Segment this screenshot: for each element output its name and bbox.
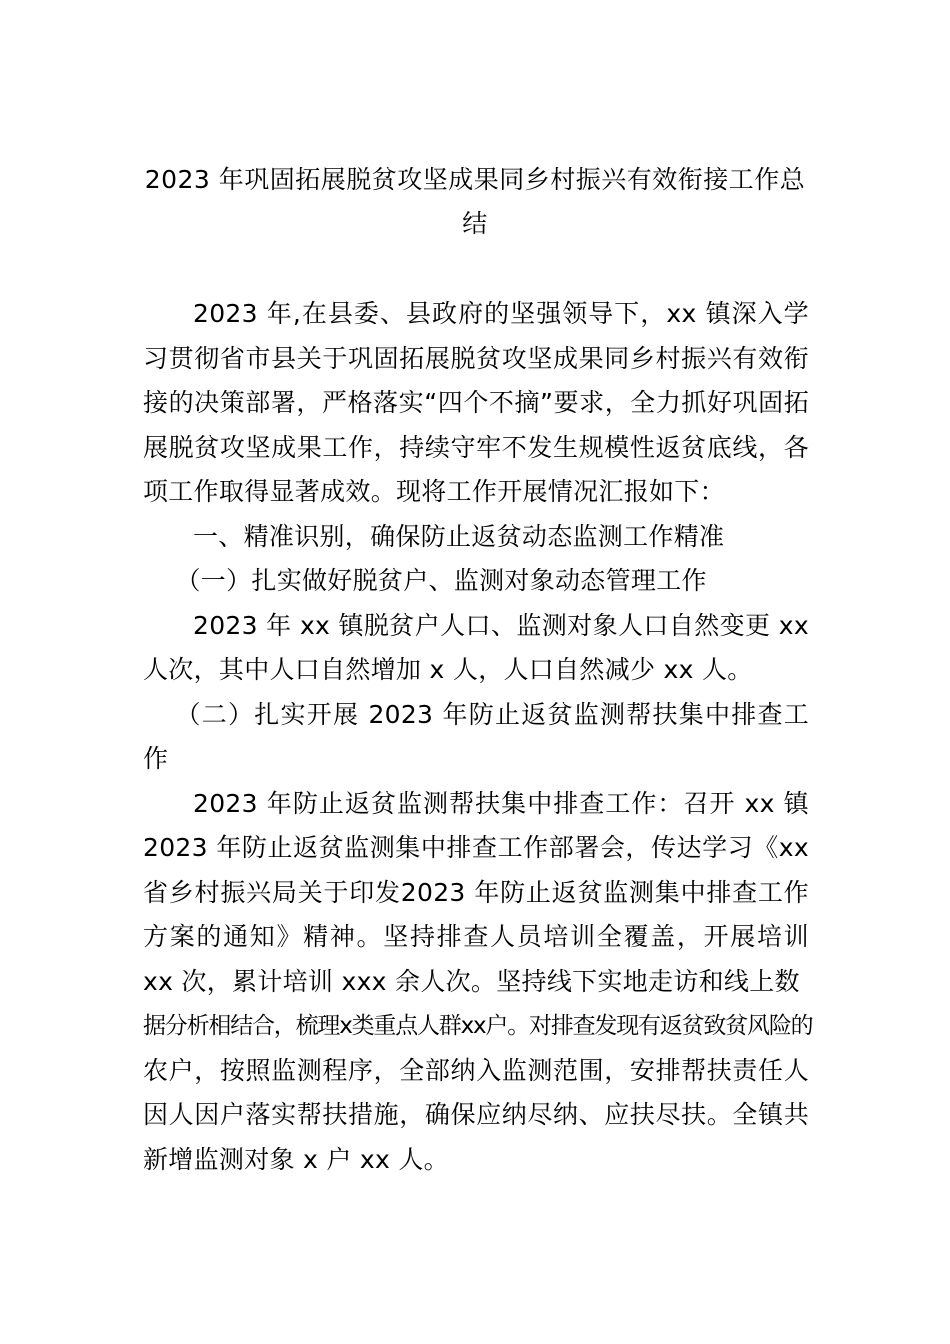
title-line-2: 结 <box>462 209 488 238</box>
document-body <box>143 292 813 1182</box>
title-line-1: 2023 年巩固拓展脱贫攻坚成果同乡村振兴有效衔接工作总 <box>144 165 806 194</box>
document-title <box>140 158 810 246</box>
intro-paragraph: 2023 年,在县委、县政府的坚强领导下，xx 镇深入学习贯彻省市县关于巩固拓展脱贫攻坚成果同乡村振兴有效衔接的决策部署，严格落实“四个不摘”要求，全力抓好巩固拓展脱贫攻坚成果工作，持续守牢不发生规模性返贫底线，各项工作取得显著成效。现将工作开展情况汇报如下： <box>143 299 809 506</box>
subsection-2-paragraph-continued: 农户，按照监测程序，全部纳入监测范围，安排帮扶责任人因人因户落实帮扶措施，确保应纳尽纳、应扶尽扶。全镇共新增监测对象 x 户 xx 人。 <box>143 1055 809 1174</box>
subsection-2-heading: （二）扎实开展 2023 年防止返贫监测帮扶集中排查工作 <box>143 699 809 773</box>
subsection-1-paragraph: 2023 年 xx 镇脱贫户人口、监测对象人口自然变更 xx 人次，其中人口自然增加 x 人，人口自然减少 xx 人。 <box>143 610 809 684</box>
subsection-1-heading: （一）扎实做好脱贫户、监测对象动态管理工作 <box>175 566 707 595</box>
subsection-2-compressed-line: 据分析相结合，梳理x类重点人群xx户。对排查发现有返贫致贫风险的 <box>143 1013 813 1039</box>
section-1-heading: 一、精准识别，确保防止返贫动态监测工作精准 <box>193 521 725 551</box>
subsection-2-paragraph: 2023 年防止返贫监测帮扶集中排查工作：召开 xx 镇 2023 年防止返贫监测集中排查工作部署会，传达学习《xx 省乡村振兴局关于印发2023 年防止返贫监测集中排查工作方案的通知》精神。坚持排查人员培训全覆盖，开展培训 xx 次，累计培训 xxx 余人次。坚持线下实地走访和线上数 <box>143 788 809 996</box>
